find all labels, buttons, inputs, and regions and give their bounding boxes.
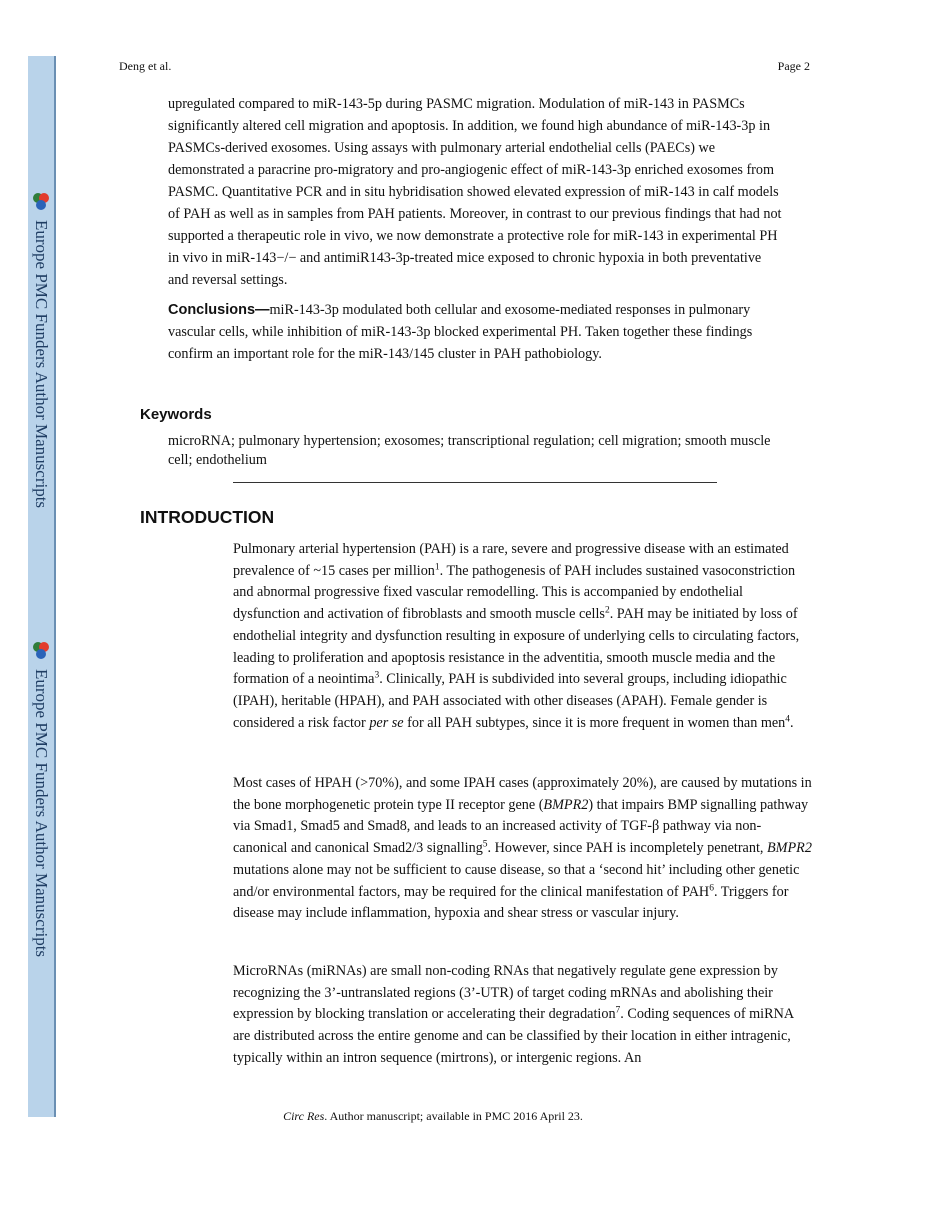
text-run: . PAH may be initiated by loss of endothelial integrity and dysfunction resulting in exposure of underlying cells to circulating factors, leading to proliferation and apoptosis resistance in the adventitia, smooth muscle media and the formation of a neointima bbox=[233, 606, 800, 688]
conclusions-text: miR-143-3p modulated both cellular and exosome-mediated responses in pulmonary vascular cells, while inhibition of miR-143-3p blocked experimental PH. Taken together these findings confirm an important role for the miR-143/145 cluster in PAH pathobiology. bbox=[168, 302, 753, 362]
introduction-heading: INTRODUCTION bbox=[140, 507, 275, 527]
text-run: Most cases of HPAH (>70%), and some IPAH cases (approximately 20%), are caused by mutations in the bone morphogenetic protein type II receptor gene ( bbox=[233, 775, 812, 813]
text-run: . However, since PAH is incompletely penetrant, bbox=[487, 840, 767, 857]
text-run: for all PAH subtypes, since it is more frequent in women than men bbox=[403, 714, 786, 731]
journal-name: Circ Res bbox=[283, 1109, 325, 1123]
text-run: . The pathogenesis of PAH includes sustained vasoconstriction and abnormal progressive fixed vascular remodelling. This is accompanied by endothelial dysfunction and activation of fibroblasts and smooth muscle cells bbox=[233, 562, 796, 623]
europe-pmc-sidebar bbox=[28, 56, 56, 1117]
intro-paragraph-2 bbox=[233, 773, 813, 925]
text-run: MicroRNAs (miRNAs) are small non-coding RNAs that negatively regulate gene expression by recognizing the 3’-untranslated regions (3’-UTR) of target coding mRNAs and abolishing their expression by blocking translation or accelerating their degradation bbox=[233, 963, 778, 1023]
gene-name: BMPR2 bbox=[543, 796, 589, 813]
text-run: . Triggers for disease may include inflammation, hypoxia and shear stress or vascular injury. bbox=[233, 883, 789, 922]
citation-ref[interactable]: 2 bbox=[604, 605, 610, 616]
keywords-heading: Keywords bbox=[140, 406, 212, 423]
text-run: Pulmonary arterial hypertension (PAH) is a rare, severe and progressive disease with an estimated prevalence of ~15 cases per million bbox=[233, 541, 789, 579]
citation-ref[interactable]: 1 bbox=[434, 561, 440, 572]
citation-ref[interactable]: 4 bbox=[785, 713, 791, 724]
abstract-conclusions bbox=[168, 299, 783, 365]
gene-name: BMPR2 bbox=[767, 840, 812, 857]
citation-ref[interactable]: 7 bbox=[615, 1005, 621, 1016]
text-run: . Coding sequences of miRNA are distributed across the entire genome and can be classified by their location in either intragenic, typically within an intron sequence (mirtrons), or intergenic regions. An bbox=[233, 1006, 794, 1066]
keywords-text: microRNA; pulmonary hypertension; exosomes; transcriptional regulation; cell migration; smooth muscle cell; endothelium bbox=[168, 433, 771, 468]
abstract-results-continued: upregulated compared to miR-143-5p during PASMC migration. Modulation of miR-143 in PASMCs significantly altered cell migration and apoptosis. In addition, we found high abundance of miR-143-3p in PASMCs-derived exosomes. Using assays with pulmonary arterial endothelial cells (PAECs) we demonstrated a paracrine pro-migratory and pro-angiogenic effect of miR-143-3p enriched exosomes from PASMC. Quantitative PCR and in situ hybridisation showed elevated expression of miR-143 in calf models of PAH as well as in samples from PAH patients. Moreover, in contrast to our previous findings that had not supported a therapeutic role in vivo, we now demonstrate a protective role for miR-143 in experimental PH in vivo in miR-143−/− and antimiR143-3p-treated mice exposed to chronic hypoxia in both preventative and reversal settings. bbox=[168, 96, 782, 288]
citation-ref[interactable]: 5 bbox=[482, 839, 488, 850]
conclusions-label: Conclusions— bbox=[168, 302, 270, 318]
intro-paragraph-1 bbox=[233, 539, 813, 734]
text-run: mutations alone may not be sufficient to cause disease, so that a ‘second hit’ including other genetic and/or environmental factors, may be required for the clinical manifestation of PAH bbox=[233, 861, 800, 900]
section-divider bbox=[233, 482, 717, 483]
footer-text: . Author manuscript; available in PMC 2016 April 23. bbox=[324, 1109, 583, 1123]
sidebar-watermark-top bbox=[28, 190, 54, 530]
italic-term: per se bbox=[369, 714, 404, 731]
sidebar-label: Europe PMC Funders Author Manuscripts bbox=[32, 669, 51, 958]
running-header-authors: Deng et al. bbox=[119, 59, 172, 73]
text-run: . bbox=[790, 714, 794, 731]
page-footer bbox=[0, 1109, 866, 1124]
intro-paragraph-3 bbox=[233, 961, 813, 1070]
europe-pmc-logo-icon bbox=[31, 639, 51, 663]
citation-ref[interactable]: 6 bbox=[709, 882, 714, 893]
europe-pmc-logo-icon bbox=[31, 190, 51, 214]
citation-ref[interactable]: 3 bbox=[374, 670, 380, 681]
text-run: ) that impairs BMP signalling pathway via Smad1, Smad5 and Smad8, and leads to an increased activity of TGF-β pathway via non-canonical and canonical Smad2/3 signalling bbox=[233, 796, 809, 857]
text-run: . Clinically, PAH is subdivided into several groups, including idiopathic (IPAH), heritable (HPAH), and PAH associated with other diseases (APAH). Female gender is considered a risk factor bbox=[233, 671, 787, 731]
page-number: Page 2 bbox=[777, 59, 810, 73]
sidebar-watermark-bottom bbox=[28, 639, 54, 979]
sidebar-label: Europe PMC Funders Author Manuscripts bbox=[32, 220, 51, 509]
